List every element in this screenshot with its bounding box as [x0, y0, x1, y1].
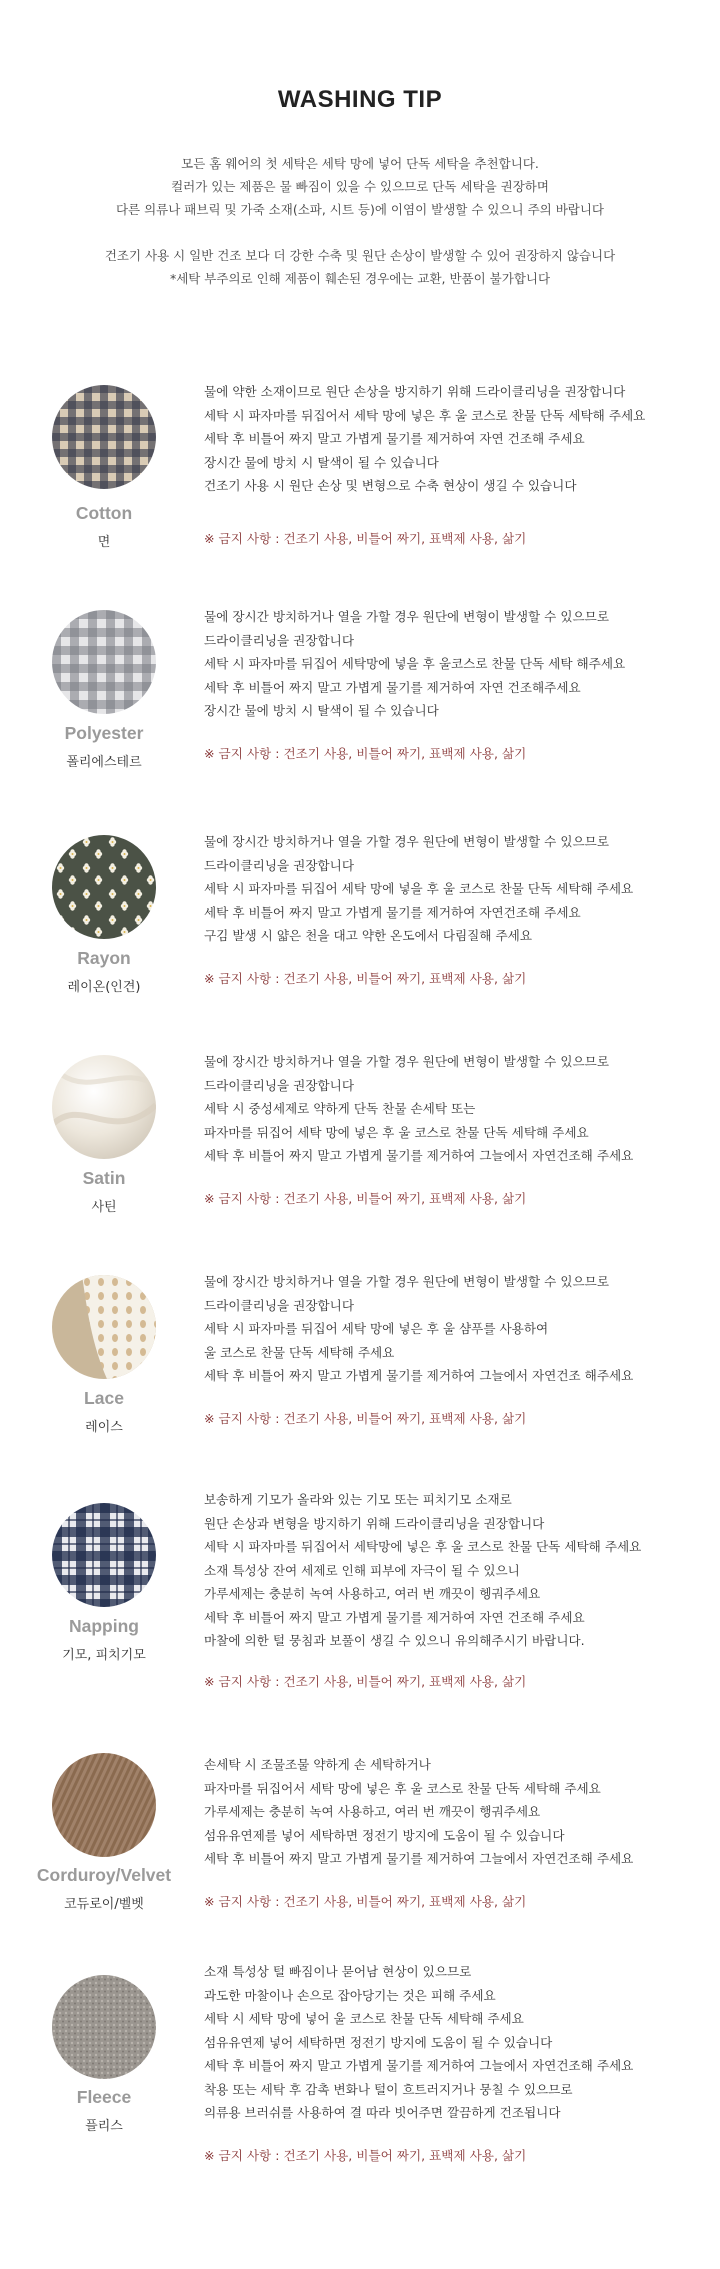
prohibited-warning: ※ 금지 사항 : 건조기 사용, 비틀어 짜기, 표백제 사용, 삶기 [204, 1674, 527, 1689]
care-instructions [204, 605, 704, 723]
fabric-name: Corduroy/Velvet [36, 1865, 172, 1885]
care-line: 착용 또는 세탁 후 감촉 변화나 털이 흐트러지거나 뭉칠 수 있으므로 [204, 2081, 573, 2097]
care-line: 세탁 시 세탁 망에 넣어 울 코스로 찬물 단독 세탁해 주세요 [204, 2011, 524, 2026]
fabric-name: Satin [82, 1168, 126, 1188]
care-line: 가루세제는 충분히 녹여 사용하고, 여러 번 깨끗이 행궈주세요 [204, 1804, 541, 1819]
care-line: 보송하게 기모가 올라와 있는 기모 또는 피치기모 소재로 [204, 1492, 512, 1507]
lace-swatch-icon [52, 1275, 156, 1379]
intro-line: *세탁 부주의로 인해 제품이 훼손된 경우에는 교환, 반품이 불가합니다 [169, 271, 551, 286]
care-line: 세탁 시 파자마를 뒤집어 세탁 망에 넣을 후 울 코스로 찬물 단독 세탁해 주세요 [204, 881, 634, 896]
care-line: 마찰에 의한 털 뭉침과 보풀이 생길 수 있으니 유의해주시기 바랍니다. [204, 1633, 585, 1648]
care-line: 파자마를 뒤집어서 세탁 망에 넣은 후 울 코스로 찬물 단독 세탁해 주세요 [204, 1780, 601, 1796]
care-line: 세탁 후 비틀어 짜지 말고 가볍게 물기를 제거하여 자연 건조해주세요 [204, 679, 581, 695]
care-line: 세탁 시 파자마를 뒤집어서 세탁망에 넣은 후 울 코스로 찬물 단독 세탁해 주세요 [204, 1539, 642, 1554]
care-line: 세탁 후 비틀어 짜지 말고 가볍게 물기를 제거하여 그늘에서 자연건조해 주세요 [204, 1148, 634, 1163]
page-title: WASHING TIP [277, 86, 443, 113]
satin-swatch-icon [52, 1055, 156, 1159]
care-line: 소재 특성상 잔여 세제로 인해 피부에 자극이 될 수 있으니 [204, 1562, 520, 1578]
fabric-korean-name: 면 [97, 535, 111, 550]
care-line: 드라이클리닝을 권장합니다 [204, 632, 354, 648]
fabric-korean-name: 레이온(인견) [67, 980, 141, 995]
care-line: 의류용 브러쉬를 사용하여 결 따라 빗어주면 깔끔하게 건조됩니다 [204, 2105, 561, 2120]
fabric-korean-name: 레이스 [85, 1420, 123, 1435]
care-line: 장시간 물에 방치 시 탈색이 될 수 있습니다 [204, 703, 439, 718]
care-line: 세탁 후 비틀어 짜지 말고 가볍게 물기를 제거하여 그늘에서 자연건조해 주세요 [204, 1851, 634, 1866]
care-line: 물에 장시간 방치하거나 열을 가할 경우 원단에 변형이 발생할 수 있으므로 [204, 1274, 609, 1289]
care-line: 구김 발생 시 얇은 천을 대고 약한 온도에서 다림질해 주세요 [204, 928, 533, 943]
prohibited-warning: ※ 금지 사항 : 건조기 사용, 비틀어 짜기, 표백제 사용, 삶기 [204, 1411, 527, 1426]
care-line: 과도한 마찰이나 손으로 잡아당기는 것은 피해 주세요 [204, 1987, 496, 2003]
care-line: 물에 장시간 방치하거나 열을 가할 경우 원단에 변형이 발생할 수 있으므로 [204, 609, 609, 624]
fabric-korean-name: 폴리에스테르 [66, 755, 142, 770]
intro-line: 모든 홈 웨어의 첫 세탁은 세탁 망에 넣어 단독 세탁을 추천합니다. [181, 156, 539, 171]
fabric-korean-name: 코듀로이/벨벳 [64, 1897, 144, 1912]
fabric-korean-name: 사틴 [91, 1200, 117, 1215]
care-line: 소재 특성상 털 빠짐이나 묻어남 현상이 있으므로 [204, 1964, 472, 1979]
care-line: 드라이클리닝을 권장합니다 [204, 1297, 354, 1313]
prohibited-warning: ※ 금지 사항 : 건조기 사용, 비틀어 짜기, 표백제 사용, 삶기 [204, 531, 527, 546]
care-line: 세탁 후 비틀어 짜지 말고 가볍게 물기를 제거하여 그늘에서 자연건조해 주세요 [204, 2058, 634, 2073]
care-line: 섬유유연제를 넣어 세탁하면 정전기 방지에 도움이 될 수 있습니다 [204, 1827, 565, 1843]
care-instructions [204, 1488, 704, 1653]
care-instructions [204, 1050, 704, 1168]
care-line: 세탁 후 비틀어 짜지 말고 가볍게 물기를 제거하여 자연 건조해 주세요 [204, 1609, 585, 1625]
care-line: 물에 장시간 방치하거나 열을 가할 경우 원단에 변형이 발생할 수 있으므로 [204, 834, 609, 849]
prohibited-warning: ※ 금지 사항 : 건조기 사용, 비틀어 짜기, 표백제 사용, 삶기 [204, 746, 527, 761]
prohibited-warning: ※ 금지 사항 : 건조기 사용, 비틀어 짜기, 표백제 사용, 삶기 [204, 971, 527, 986]
care-instructions [204, 1960, 704, 2125]
dryer-notice [0, 244, 720, 290]
care-line: 세탁 시 파자마를 뒤집어 세탁 망에 넣은 후 울 샴푸를 사용하여 [204, 1321, 549, 1336]
intro-notice [0, 152, 720, 221]
care-line: 세탁 시 파자마를 뒤집어서 세탁 망에 넣은 후 울 코스로 찬물 단독 세탁해 주세요 [204, 407, 646, 423]
care-instructions [204, 1753, 704, 1871]
care-line: 세탁 후 비틀어 짜지 말고 가볍게 물기를 제거하여 그늘에서 자연건조 해주세요 [204, 1368, 634, 1383]
fabric-korean-name: 기모, 피치기모 [62, 1648, 146, 1663]
care-line: 드라이클리닝을 권장합니다 [204, 1077, 354, 1093]
care-line: 장시간 물에 방치 시 탈색이 될 수 있습니다 [204, 454, 439, 470]
care-line: 세탁 시 중성세제로 약하게 단독 찬물 손세탁 또는 [204, 1101, 476, 1116]
fabric-name: Napping [69, 1616, 139, 1636]
care-line: 파자마를 뒤집어 세탁 망에 넣은 후 울 코스로 찬물 단독 세탁해 주세요 [204, 1124, 589, 1140]
care-line: 드라이클리닝을 권장합니다 [204, 857, 354, 873]
care-instructions [204, 1270, 704, 1388]
fabric-name: Fleece [76, 2087, 132, 2107]
care-instructions [204, 830, 704, 948]
care-line: 가루세제는 충분히 녹여 사용하고, 여러 번 깨끗이 헹궈주세요 [204, 1586, 541, 1601]
polyester-swatch-icon [52, 610, 156, 714]
intro-line: 건조기 사용 시 일반 건조 보다 더 강한 수축 및 원단 손상이 발생할 수 있어 권장하지 않습니다 [104, 248, 616, 263]
care-line: 건조기 사용 시 원단 손상 및 변형으로 수축 현상이 생길 수 있습니다 [204, 478, 577, 493]
care-line: 울 코스로 찬물 단독 세탁해 주세요 [204, 1344, 395, 1360]
care-line: 물에 약한 소재이므로 원단 손상을 방지하기 위해 드라이클리닝을 권장합니다 [204, 384, 626, 399]
prohibited-warning: ※ 금지 사항 : 건조기 사용, 비틀어 짜기, 표백제 사용, 삶기 [204, 1894, 527, 1909]
prohibited-warning: ※ 금지 사항 : 건조기 사용, 비틀어 짜기, 표백제 사용, 삶기 [204, 2148, 527, 2163]
napping-swatch-icon [52, 1503, 156, 1607]
care-line: 원단 손상과 변형을 방지하기 위해 드라이클리닝을 권장합니다 [204, 1515, 545, 1531]
care-line: 세탁 후 비틀어 짜지 말고 가볍게 물기를 제거하여 자연건조해 주세요 [204, 904, 581, 920]
care-line: 손세탁 시 조물조물 약하게 손 세탁하거나 [204, 1757, 431, 1772]
care-line: 섬유유연제 넣어 세탁하면 정전기 방지에 도움이 될 수 있습니다 [204, 2034, 553, 2050]
fabric-name: Polyester [64, 723, 144, 743]
prohibited-warning: ※ 금지 사항 : 건조기 사용, 비틀어 짜기, 표백제 사용, 삶기 [204, 1191, 527, 1206]
care-instructions [204, 380, 704, 498]
care-line: 물에 장시간 방치하거나 열을 가할 경우 원단에 변형이 발생할 수 있으므로 [204, 1054, 609, 1069]
care-line: 세탁 시 파자마를 뒤집어 세탁망에 넣을 후 울코스로 찬물 단독 세탁 해주세요 [204, 656, 626, 671]
fabric-name: Cotton [75, 503, 133, 523]
care-line: 세탁 후 비틀어 짜지 말고 가볍게 물기를 제거하여 자연 건조해 주세요 [204, 431, 585, 446]
cotton-swatch-icon [52, 385, 156, 489]
fabric-korean-name: 플리스 [85, 2119, 123, 2134]
intro-line: 컬러가 있는 제품은 물 빠짐이 있을 수 있으므로 단독 세탁을 권장하며 [171, 179, 549, 194]
corduroy-swatch-icon [52, 1753, 156, 1857]
rayon-swatch-icon [52, 835, 156, 939]
intro-line: 다른 의류나 패브릭 및 가죽 소재(소파, 시트 등)에 이염이 발생할 수 있으니 주의 바랍니다 [115, 202, 604, 217]
fabric-name: Rayon [77, 948, 131, 968]
fabric-name: Lace [84, 1388, 124, 1408]
fleece-swatch-icon [52, 1975, 156, 2079]
